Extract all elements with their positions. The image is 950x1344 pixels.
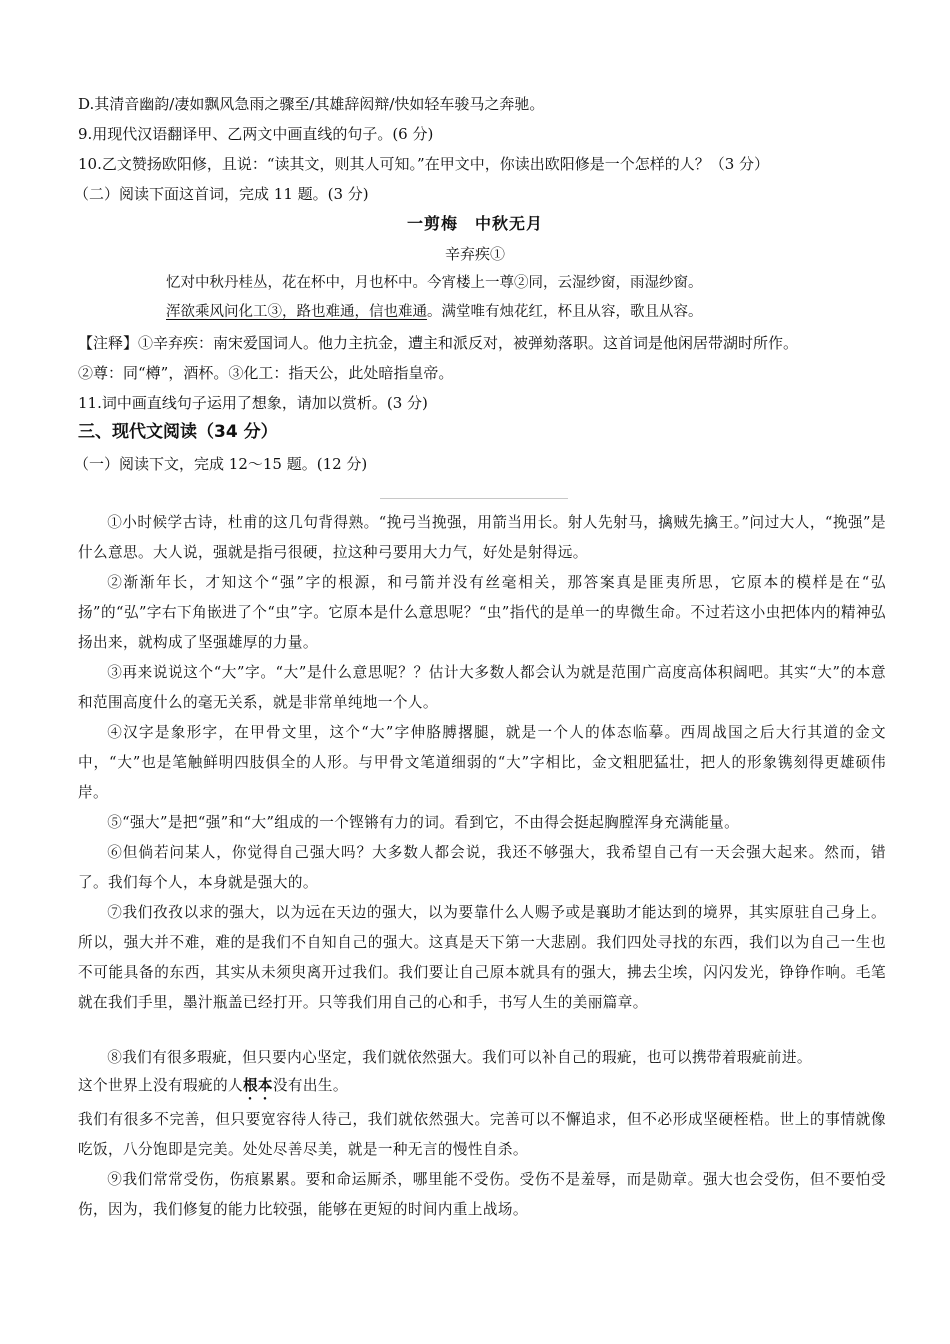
- poem-line-1: 忆对中秋丹桂丛，花在杯中，月也杯中。今宵楼上一尊②同，云湿纱窗，雨湿纱窗。: [166, 275, 703, 291]
- article-paragraph-5: ⑤“强大”是把“强”和“大”组成的一个铿锵有力的词。看到它，不由得会挺起胸膛浑身充满能量。: [107, 814, 740, 831]
- poem-underlined-sentence: 浑欲乘风问化工③，路也难通，信也难通: [166, 304, 427, 320]
- poem-author: 辛弃疾①: [444, 245, 505, 263]
- article-paragraph-2: ②渐渐年长，才知这个“强”字的根源，和弓箭并没有丝毫相关，那答案真是匪夷所思，它原本的模样是在“弘扬”的“弘”字右下角嵌进了个“虫”字。它原本是什么意思呢？“虫”指代的是单一的卑微生命。不过若这小虫把体内的精神弘扬出来，就构成了坚强雄厚的力量。: [78, 574, 886, 651]
- article-paragraph-8b: [78, 1071, 886, 1103]
- article-paragraph-9: ⑨我们常常受伤，伤痕累累。要和命运厮杀，哪里能不受伤。受伤不是羞辱，而是勋章。强大也会受伤，但不要怕受伤，因为，我们修复的能力比较强，能够在更短的时间内重上战场。: [78, 1171, 886, 1218]
- question-9: 9.用现代汉语翻译甲、乙两文中画直线的句子。(6 分): [78, 125, 434, 143]
- article-paragraph-8c: 我们有很多不完善，但只要宽容待人待己，我们就依然强大。完善可以不懈追求，但不必形成坚硬桎梏。世上的事情就像吃饭，八分饱即是完美。处处尽善尽美，就是一种无言的慢性自杀。: [78, 1111, 886, 1158]
- notes-line-1: 【注释】①辛弃疾：南宋爱国词人。他力主抗金，遭主和派反对，被弹劾落职。这首词是他闲居带湖时所作。: [78, 334, 799, 352]
- question-10: 10.乙文赞扬欧阳修，且说：“读其文，则其人可知。”在甲文中，你读出欧阳修是一个怎样的人？（3 分）: [78, 155, 770, 173]
- article-paragraph-7: ⑦我们孜孜以求的强大，以为远在天边的强大，以为要靠什么人赐予或是襄助才能达到的境界，其实原驻自己身上。所以，强大并不难，难的是我们不自知自己的强大。这真是天下第一大悲剧。我们四处寻找的东西，我们以为自己一生也不可能具备的东西，其实从未须臾离开过我们。我们要让自己原本就具有的强大，拂去尘埃，闪闪发光，铮铮作响。毛笔就在我们手里，墨汁瓶盖已经打开。只等我们用自己的心和手，书写人生的美丽篇章。: [78, 904, 886, 1011]
- poem-title: 一剪梅 中秋无月: [406, 214, 543, 233]
- p8b-emphasized-word: 根本: [242, 1077, 273, 1094]
- notes-line-2: ②尊：同“樽”，酒杯。③化工：指天公，此处暗指皇帝。: [78, 364, 454, 382]
- article-paragraph-4: ④汉字是象形字，在甲骨文里，这个“大”字伸胳膊撂腿，就是一个人的体态临摹。西周战国之后大行其道的金文中，“大”也是笔触鲜明四肢俱全的人形。与甲骨文笔道细弱的“大”字相比，金文粗肥猛壮，把人的形象镌刻得更雄硕伟岸。: [78, 724, 886, 801]
- article-paragraph-1: ①小时候学古诗，杜甫的这几句背得熟。“挽弓当挽强，用箭当用长。射人先射马，擒贼先擒王。”问过大人，“挽强”是什么意思。大人说，强就是指弓很硬，拉这种弓要用大力气，好处是射得远。: [78, 514, 886, 561]
- section-3-heading: 三、现代文阅读（34 分）: [78, 422, 278, 442]
- poem-line-2-rest: 。满堂唯有烛花红，杯且从容，歌且从容。: [427, 304, 703, 320]
- p8b-text-after: 没有出生。: [272, 1077, 348, 1094]
- section-3-sub-intro: （一）阅读下文，完成 12～15 题。(12 分): [74, 455, 368, 473]
- divider-line: [380, 498, 568, 499]
- poem-line-2: [166, 302, 866, 322]
- part2-intro: （二）阅读下面这首词，完成 11 题。(3 分): [74, 185, 369, 203]
- p8b-text-before: 这个世界上没有瑕疵的人: [78, 1077, 243, 1094]
- article-paragraph-8a: ⑧我们有很多瑕疵，但只要内心坚定，我们就依然强大。我们可以补自己的瑕疵，也可以携带着瑕疵前进。: [107, 1049, 812, 1066]
- q8-option-d: D.其清音幽韵/凄如飘风急雨之骤至/其雄辞闳辩/快如轻车骏马之奔驰。: [78, 95, 545, 113]
- article-paragraph-6: ⑥但倘若问某人，你觉得自己强大吗？大多数人都会说，我还不够强大，我希望自己有一天会强大起来。然而，错了。我们每个人，本身就是强大的。: [78, 844, 886, 891]
- article-paragraph-3: ③再来说说这个“大”字。“大”是什么意思呢？？估计大多数人都会认为就是范围广高度高体积阔吧。其实“大”的本意和范围高度什么的毫无关系，就是非常单纯地一个人。: [78, 664, 886, 711]
- question-11: 11.词中画直线句子运用了想象，请加以赏析。(3 分): [78, 394, 428, 412]
